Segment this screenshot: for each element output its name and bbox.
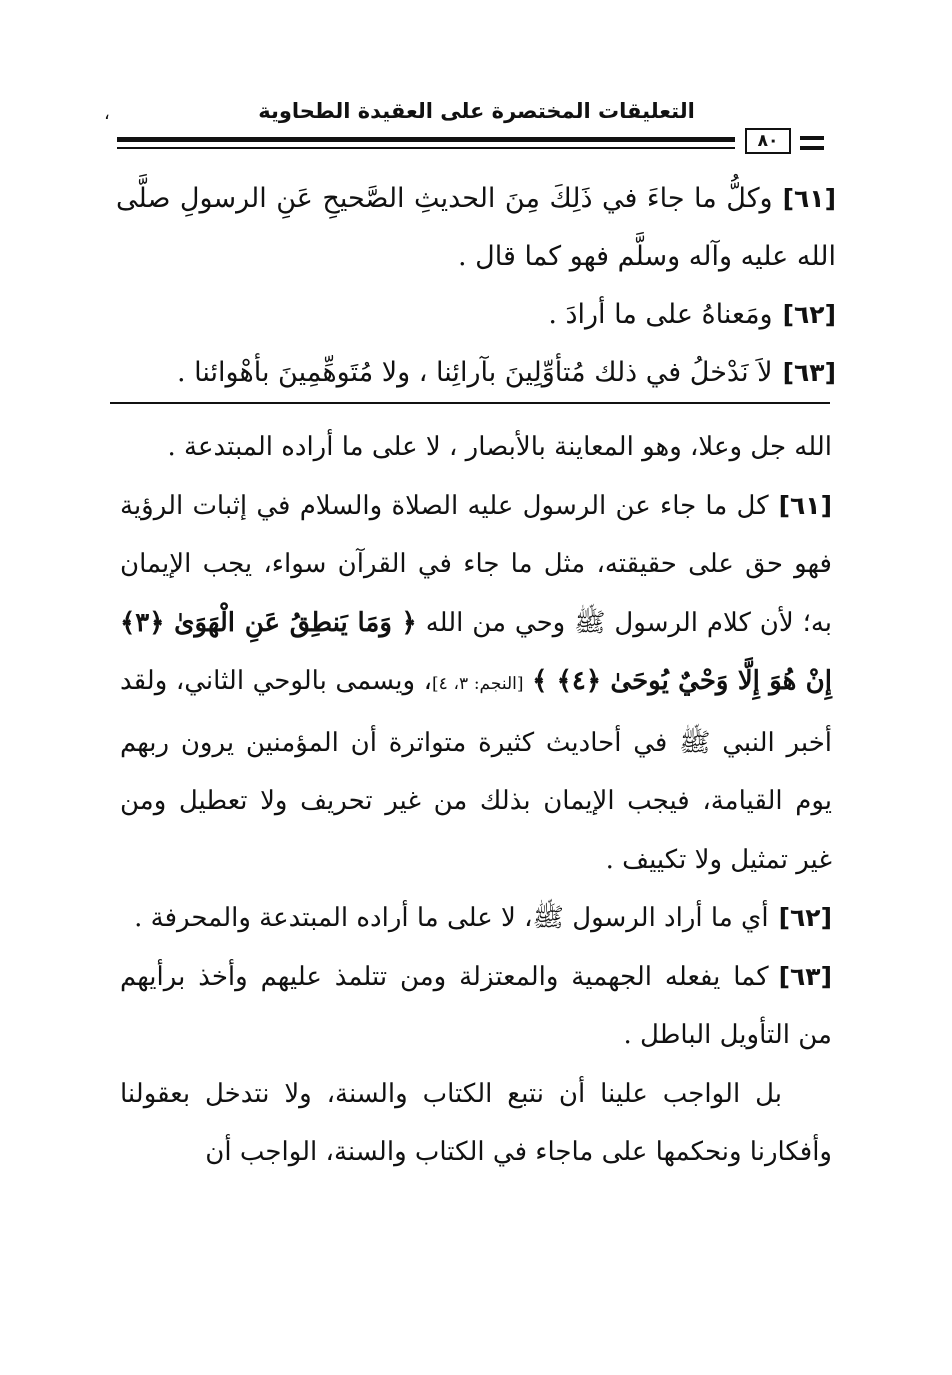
- matn-section: [116, 170, 836, 402]
- paragraph-number: [٦٣]: [782, 358, 836, 387]
- header-dash-top: [800, 136, 824, 140]
- paragraph-text: كل ما جاء عن الرسول عليه الصلاة والسلام في إثبات الرؤية فهو حق على حقيقته، مثل ما جاء في القرآن سواء، يجب الإيمان به؛ لأن كلام الرسول ﷺ وحي من الله: [120, 490, 833, 638]
- header-rule: [117, 137, 735, 142]
- matn-paragraph-62: [116, 286, 836, 344]
- quran-verse: ﴿ وَمَا يَنطِقُ عَنِ الْهَوَىٰ ﴿٣﴾ إِنْ هُوَ إِلَّا وَحْيٌ يُوحَىٰ ﴿٤﴾ ﴾: [120, 607, 833, 696]
- paragraph-text: وكلُّ ما جاءَ في ذَلِكَ مِنَ الحديثِ الصَّحيحِ عَنِ الرسولِ صلَّى الله عليه وآله وسلَّم فهو كما قال .: [116, 183, 836, 272]
- commentary-paragraph-61: [120, 477, 832, 890]
- paragraph-text: كما يفعله الجهمية والمعتزلة ومن تتلمذ عليهم وأخذ برأيهم من التأويل الباطل .: [120, 961, 832, 1050]
- commentary-intro: الله جل وعلا، وهو المعاينة بالأبصار ، لا على ما أراده المبتدعة .: [167, 432, 832, 462]
- paragraph-text: أي ما أراد الرسول ﷺ، لا على ما أراده المبتدعة والمحرفة .: [134, 903, 769, 933]
- header-dash-bottom: [800, 146, 824, 150]
- header-rule-thin: [117, 147, 735, 149]
- matn-paragraph-61: [116, 170, 836, 286]
- paragraph-number: [٦٣]: [778, 961, 832, 991]
- corner-mark: ،: [104, 103, 110, 124]
- paragraph-number: [٦٢]: [778, 903, 832, 932]
- section-divider: [110, 402, 830, 404]
- paragraph-text: ومَعناهُ على ما أرادَ .: [548, 299, 773, 330]
- commentary-closing: بل الواجب علينا أن نتبع الكتاب والسنة، ولا نتدخل بعقولنا وأفكارنا ونحكمها على ماجاء في الكتاب والسنة، الواجب أن: [120, 1078, 832, 1167]
- commentary-paragraph-63: [120, 948, 832, 1065]
- verse-reference: [النجم: ٣، ٤]: [432, 674, 524, 694]
- paragraph-text: لاَ نَدْخلُ في ذلك مُتأوِّلِينَ بآرائِنا ، ولا مُتَوهِّمِينَ بأهْوائنا .: [176, 357, 773, 388]
- paragraph-number: [٦١]: [778, 490, 832, 520]
- running-title: التعليقات المختصرة على العقيدة الطحاوية: [258, 99, 695, 123]
- paragraph-text-continued: ، ويسمى بالوحي الثاني، ولقد أخبر النبي ﷺ في أحاديث كثيرة متواترة أن المؤمنين يرون ربهم يوم القيامة، فيجب الإيمان بذلك من غير تحريف ولا تعطيل ومن غير تمثيل ولا تكييف .: [120, 666, 832, 875]
- paragraph-number: [٦٢]: [782, 300, 836, 329]
- matn-paragraph-63: [116, 344, 836, 402]
- page-number: ٨٠: [745, 128, 791, 154]
- commentary-paragraph-62: [120, 889, 832, 948]
- paragraph-number: [٦١]: [782, 184, 836, 213]
- commentary-section: [120, 418, 832, 1182]
